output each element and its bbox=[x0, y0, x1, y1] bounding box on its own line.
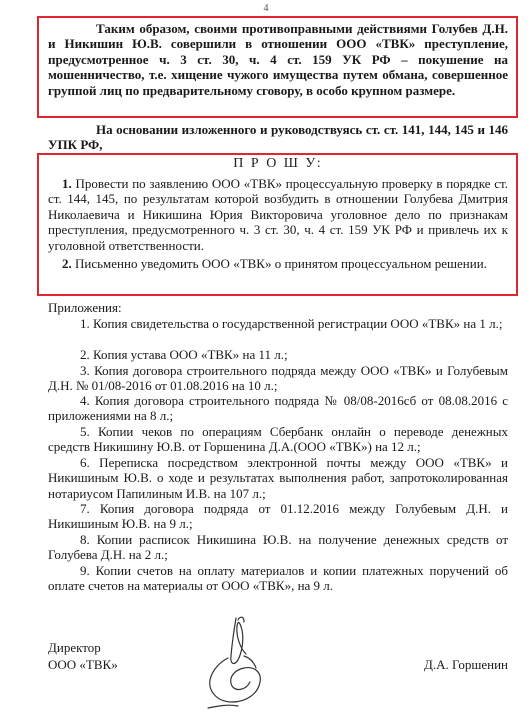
signer-company: ООО «ТВК» bbox=[48, 657, 118, 672]
appendix-item: 5. Копии чеков по операциям Сбербанк онлайн о переводе денежных средств Никишину Ю.В. от Горшенина Д.А.(ООО «ТВК») на 12 л.; bbox=[48, 424, 508, 455]
request-item-1 bbox=[48, 176, 508, 253]
appendix-title: Приложения: bbox=[48, 300, 122, 315]
appendix-item: 9. Копии счетов на оплату материалов и копии платежных поручений об оплате счетов на материалы от ООО «ТВК», на 9 л. bbox=[48, 563, 508, 594]
request-item-number: 1. bbox=[62, 176, 72, 191]
appendix-item: 2. Копия устава ООО «ТВК» на 11 л.; bbox=[80, 347, 288, 362]
request-item-2 bbox=[48, 256, 508, 271]
request-item-text: Письменно уведомить ООО «ТВК» о принятом процессуальном решении. bbox=[75, 256, 487, 271]
appendix-item: 1. Копия свидетельства о государственной регистрации ООО «ТВК» на 1 л.; bbox=[80, 316, 503, 331]
appendix-item: 6. Переписка посредством электронной почты между ООО «ТВК» и Никишиным Ю.В. о ходе и результатах выполнения работ, запротоколированная нотариусом Папилиным И.В. на 107 л.; bbox=[48, 455, 508, 501]
conclusion-paragraph: Таким образом, своими противоправными действиями Голубев Д.Н. и Никишин Ю.В. совершили в отношении ООО «ТВК» преступление, предусмотренное ч. 3 ст. 30, ч. 4 ст. 159 УК РФ – покушение на мошенничество, т.е. хищение чужого имущества путем обмана, совершенное группой лиц по предварительному сговору, в особо крупном размере. bbox=[48, 21, 508, 98]
request-item-text: Провести по заявлению ООО «ТВК» процессуальную проверку в порядке ст. ст. 144, 145, по результатам которой возбудить в отношении Голубева Дмитрия Николаевича и Никишина Юрия Викторовича уголовное дело по признакам преступления, предусмотренного ч. 3 ст. 30, ч. 4 ст. 159 УК РФ и привлечь их к уголовной ответственности. bbox=[48, 176, 508, 253]
appendix-item: 8. Копии расписок Никишина Ю.В. на получение денежных средств от Голубева Д.Н. на 2 л.; bbox=[48, 532, 508, 563]
signer-name: Д.А. Горшенин bbox=[423, 657, 508, 672]
handwritten-signature-icon bbox=[198, 612, 288, 712]
appendix-item: 4. Копия договора строительного подряда № 08/08-2016сб от 08.08.2016 с приложениями на 8 л.; bbox=[48, 393, 508, 424]
signer-position: Директор bbox=[48, 640, 101, 655]
appendix-item: 3. Копия договора строительного подряда между ООО «ТВК» и Голубевым Д.Н. № 01/08-2016 от 01.08.2016 на 10 л.; bbox=[48, 363, 508, 394]
basis-paragraph: На основании изложенного и руководствуясь ст. ст. 141, 144, 145 и 146 УПК РФ, bbox=[48, 122, 508, 153]
appendix-item: 7. Копия договора подряда от 01.12.2016 между Голубевым Д.Н. и Никишиным Ю.В. на 9 л.; bbox=[48, 501, 508, 532]
request-title: П Р О Ш У: bbox=[233, 156, 323, 171]
request-item-number: 2. bbox=[62, 256, 72, 271]
page-number: 4 bbox=[263, 3, 269, 14]
